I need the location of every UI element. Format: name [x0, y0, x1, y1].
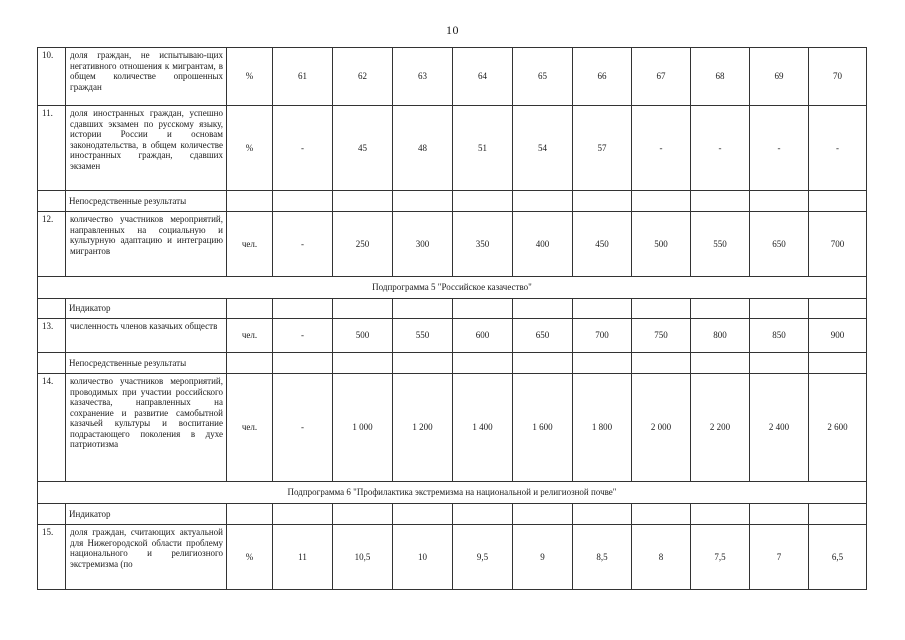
table-row — [38, 374, 867, 482]
table-row — [38, 319, 867, 353]
value-cell: - — [273, 374, 333, 482]
indicators-table — [37, 47, 867, 590]
value-cell: 48 — [393, 106, 453, 191]
value-cell: 750 — [632, 319, 691, 353]
indicator-description: численность членов казачьих обществ — [66, 319, 227, 353]
value-cell: 68 — [691, 48, 750, 106]
value-cell: 250 — [333, 212, 393, 277]
table-row — [38, 106, 867, 191]
unit-cell: чел. — [227, 212, 273, 277]
value-cell: 67 — [632, 48, 691, 106]
subprogram-heading: Подпрограмма 5 "Российское казачество" — [38, 277, 867, 299]
value-cell: 350 — [453, 212, 513, 277]
unit-cell: % — [227, 525, 273, 590]
value-cell: 450 — [573, 212, 632, 277]
table-row — [38, 191, 867, 212]
value-cell: 800 — [691, 319, 750, 353]
value-cell: 900 — [809, 319, 867, 353]
table-row — [38, 525, 867, 590]
table-row — [38, 482, 867, 504]
value-cell: 7,5 — [691, 525, 750, 590]
row-number: 13. — [38, 319, 66, 353]
value-cell: 11 — [273, 525, 333, 590]
value-cell: 2 400 — [750, 374, 809, 482]
value-cell: - — [273, 106, 333, 191]
value-cell: 650 — [513, 319, 573, 353]
unit-cell: чел. — [227, 374, 273, 482]
value-cell: 700 — [809, 212, 867, 277]
value-cell: 1 800 — [573, 374, 632, 482]
value-cell: - — [809, 106, 867, 191]
value-cell: 8,5 — [573, 525, 632, 590]
value-cell: 700 — [573, 319, 632, 353]
table-row — [38, 48, 867, 106]
group-label: Индикатор — [66, 504, 227, 525]
value-cell: 61 — [273, 48, 333, 106]
value-cell: 66 — [573, 48, 632, 106]
value-cell: 69 — [750, 48, 809, 106]
table-row — [38, 212, 867, 277]
value-cell: - — [273, 319, 333, 353]
row-number: 15. — [38, 525, 66, 590]
table-row — [38, 353, 867, 374]
value-cell: 2 000 — [632, 374, 691, 482]
row-number: 14. — [38, 374, 66, 482]
value-cell: 2 600 — [809, 374, 867, 482]
value-cell: 9,5 — [453, 525, 513, 590]
indicator-description: доля граждан, не испытываю-щих негативного отношения к мигрантам, в общем количестве опрошенных граждан — [66, 48, 227, 106]
table-row — [38, 504, 867, 525]
indicator-description: количество участников мероприятий, проводимых при участии российского казачества, направленных на сохранение и развитие самобытной казачьей культуры и воспитание подрастающего поколения в духе патриотизма — [66, 374, 227, 482]
value-cell: 6,5 — [809, 525, 867, 590]
row-number: 10. — [38, 48, 66, 106]
row-number: 11. — [38, 106, 66, 191]
value-cell: - — [750, 106, 809, 191]
group-label: Непосредственные результаты — [66, 191, 227, 212]
value-cell: 500 — [632, 212, 691, 277]
value-cell: 850 — [750, 319, 809, 353]
value-cell: - — [632, 106, 691, 191]
value-cell: 65 — [513, 48, 573, 106]
group-label: Индикатор — [66, 299, 227, 319]
page-number: 10 — [446, 23, 459, 37]
value-cell: 8 — [632, 525, 691, 590]
value-cell: 1 400 — [453, 374, 513, 482]
value-cell: 2 200 — [691, 374, 750, 482]
value-cell: 62 — [333, 48, 393, 106]
value-cell: - — [273, 212, 333, 277]
value-cell: 63 — [393, 48, 453, 106]
value-cell: 500 — [333, 319, 393, 353]
table-row — [38, 299, 867, 319]
unit-cell: чел. — [227, 319, 273, 353]
value-cell: 57 — [573, 106, 632, 191]
table-row — [38, 277, 867, 299]
value-cell: 51 — [453, 106, 513, 191]
value-cell: - — [691, 106, 750, 191]
indicator-description: количество участников мероприятий, направленных на социальную и культурную адаптацию и интеграцию мигрантов — [66, 212, 227, 277]
row-number: 12. — [38, 212, 66, 277]
unit-cell: % — [227, 48, 273, 106]
value-cell: 64 — [453, 48, 513, 106]
value-cell: 70 — [809, 48, 867, 106]
subprogram-heading: Подпрограмма 6 "Профилактика экстремизма на национальной и религиозной почве" — [38, 482, 867, 504]
value-cell: 550 — [393, 319, 453, 353]
value-cell: 550 — [691, 212, 750, 277]
value-cell: 300 — [393, 212, 453, 277]
indicator-description: доля граждан, считающих актуальной для Нижегородской области проблему национального и религиозного экстремизма (по — [66, 525, 227, 590]
value-cell: 45 — [333, 106, 393, 191]
value-cell: 650 — [750, 212, 809, 277]
value-cell: 54 — [513, 106, 573, 191]
value-cell: 1 600 — [513, 374, 573, 482]
value-cell: 600 — [453, 319, 513, 353]
indicator-description: доля иностранных граждан, успешно сдавших экзамен по русскому языку, истории России и основам законодательства, в общем количестве иностранных граждан, сдавших экзамен — [66, 106, 227, 191]
value-cell: 9 — [513, 525, 573, 590]
value-cell: 1 000 — [333, 374, 393, 482]
group-label: Непосредственные результаты — [66, 353, 227, 374]
value-cell: 10 — [393, 525, 453, 590]
unit-cell: % — [227, 106, 273, 191]
value-cell: 7 — [750, 525, 809, 590]
value-cell: 400 — [513, 212, 573, 277]
value-cell: 1 200 — [393, 374, 453, 482]
value-cell: 10,5 — [333, 525, 393, 590]
